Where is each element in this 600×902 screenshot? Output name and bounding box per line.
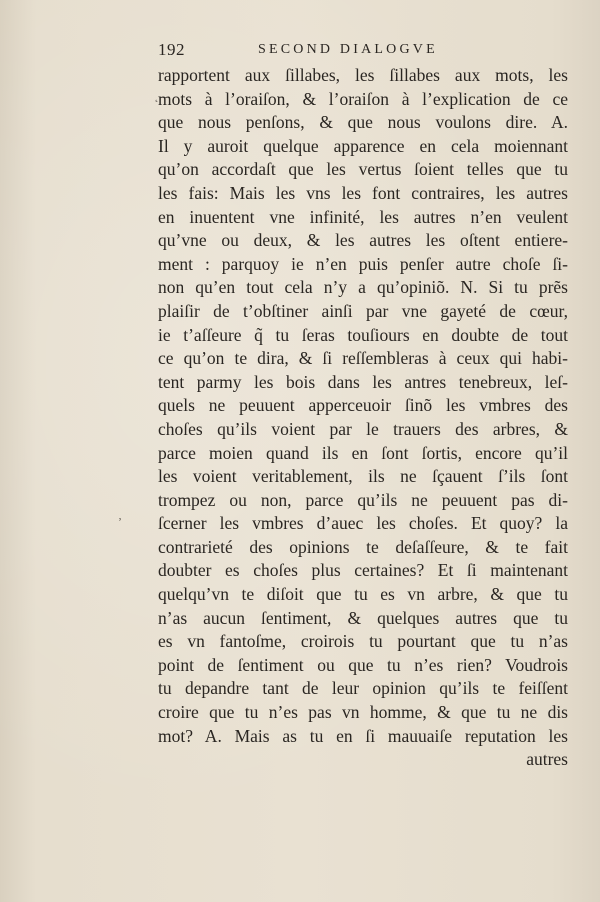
page-header [158, 40, 568, 62]
text-line: quels ne peuuent apperceuoir ſinõ les vmbres des [158, 395, 568, 416]
text-line: ce qu’on te dira, & ſi reſſembleras à ceux qui habi- [158, 348, 568, 369]
text-line: tu depandre tant de leur opinion qu’ils te feiſſent [158, 678, 568, 699]
text-line: parce moien quand ils en ſont ſortis, encore qu’il [158, 442, 568, 463]
text-line: tent parmy les bois dans les antres tenebreux, leſ- [158, 371, 568, 392]
ink-speck: ‚ [118, 508, 122, 522]
text-line: plaiſir de t’obſtiner ainſi par vne gayeté de cœur, [158, 300, 568, 321]
text-line: les fais: Mais les vns les font contraires, les autres [158, 182, 568, 203]
text-line: es vn fantoſme, croirois tu pourtant que tu n’as [158, 631, 568, 652]
text-line: quelqu’vn te diſoit que tu es vn arbre, & que tu [158, 584, 568, 605]
ink-speck: ˛ [155, 92, 159, 103]
text-line: point de ſentiment ou que tu n’es rien? Voudrois [158, 654, 568, 675]
text-line: trompez ou non, parce qu’ils ne peuuent pas di- [158, 489, 568, 510]
body-text [158, 64, 568, 772]
text-line: qu’vne ou deux, & les autres les oſtent entiere- [158, 230, 568, 251]
text-line: mot? A. Mais as tu en ſi mauuaiſe reputation les [158, 725, 568, 746]
text-line: ment : parquoy ie n’en puis penſer autre choſe ſi- [158, 253, 568, 274]
text-line: non qu’en tout cela n’y a qu’opiniõ. N. Si tu prẽs [158, 277, 568, 298]
text-line: croire que tu n’es pas vn homme, & que tu ne dis [158, 702, 568, 723]
text-line: rapportent aux ſillabes, les ſillabes aux mots, les [158, 65, 568, 85]
text-line: que nous penſons, & que nous voulons dire. A. [158, 112, 568, 133]
text-line: choſes qu’ils voient par le trauers des arbres, & [158, 418, 568, 439]
page-number: 192 [158, 40, 185, 59]
text-line: ſcerner les vmbres d’auec les choſes. Et quoy? la [158, 513, 568, 534]
text-line: les voient veritablement, ils ne ſçauent ſ’ils ſont [158, 466, 568, 487]
running-title: SECOND DIALOGVE [258, 42, 438, 57]
text-line: mots à l’oraiſon, & l’oraiſon à l’explication de ce [158, 88, 568, 109]
text-line: qu’on accordaſt que les vertus ſoient telles que tu [158, 159, 568, 180]
text-line: Il y auroit quelque apparence en cela moiennant [158, 135, 568, 156]
text-line: doubter es choſes plus certaines? Et ſi maintenant [158, 560, 568, 581]
text-line: ie t’aſſeure q̃ tu ſeras touſiours en doubte de tout [158, 324, 568, 345]
text-line: n’as aucun ſentiment, & quelques autres que tu [158, 607, 568, 628]
text-line: contrarieté des opinions te deſaſſeure, & te fait [158, 536, 568, 557]
catchword: autres [526, 749, 568, 770]
text-line: en inuentent vne infinité, les autres n’en veulent [158, 206, 568, 227]
